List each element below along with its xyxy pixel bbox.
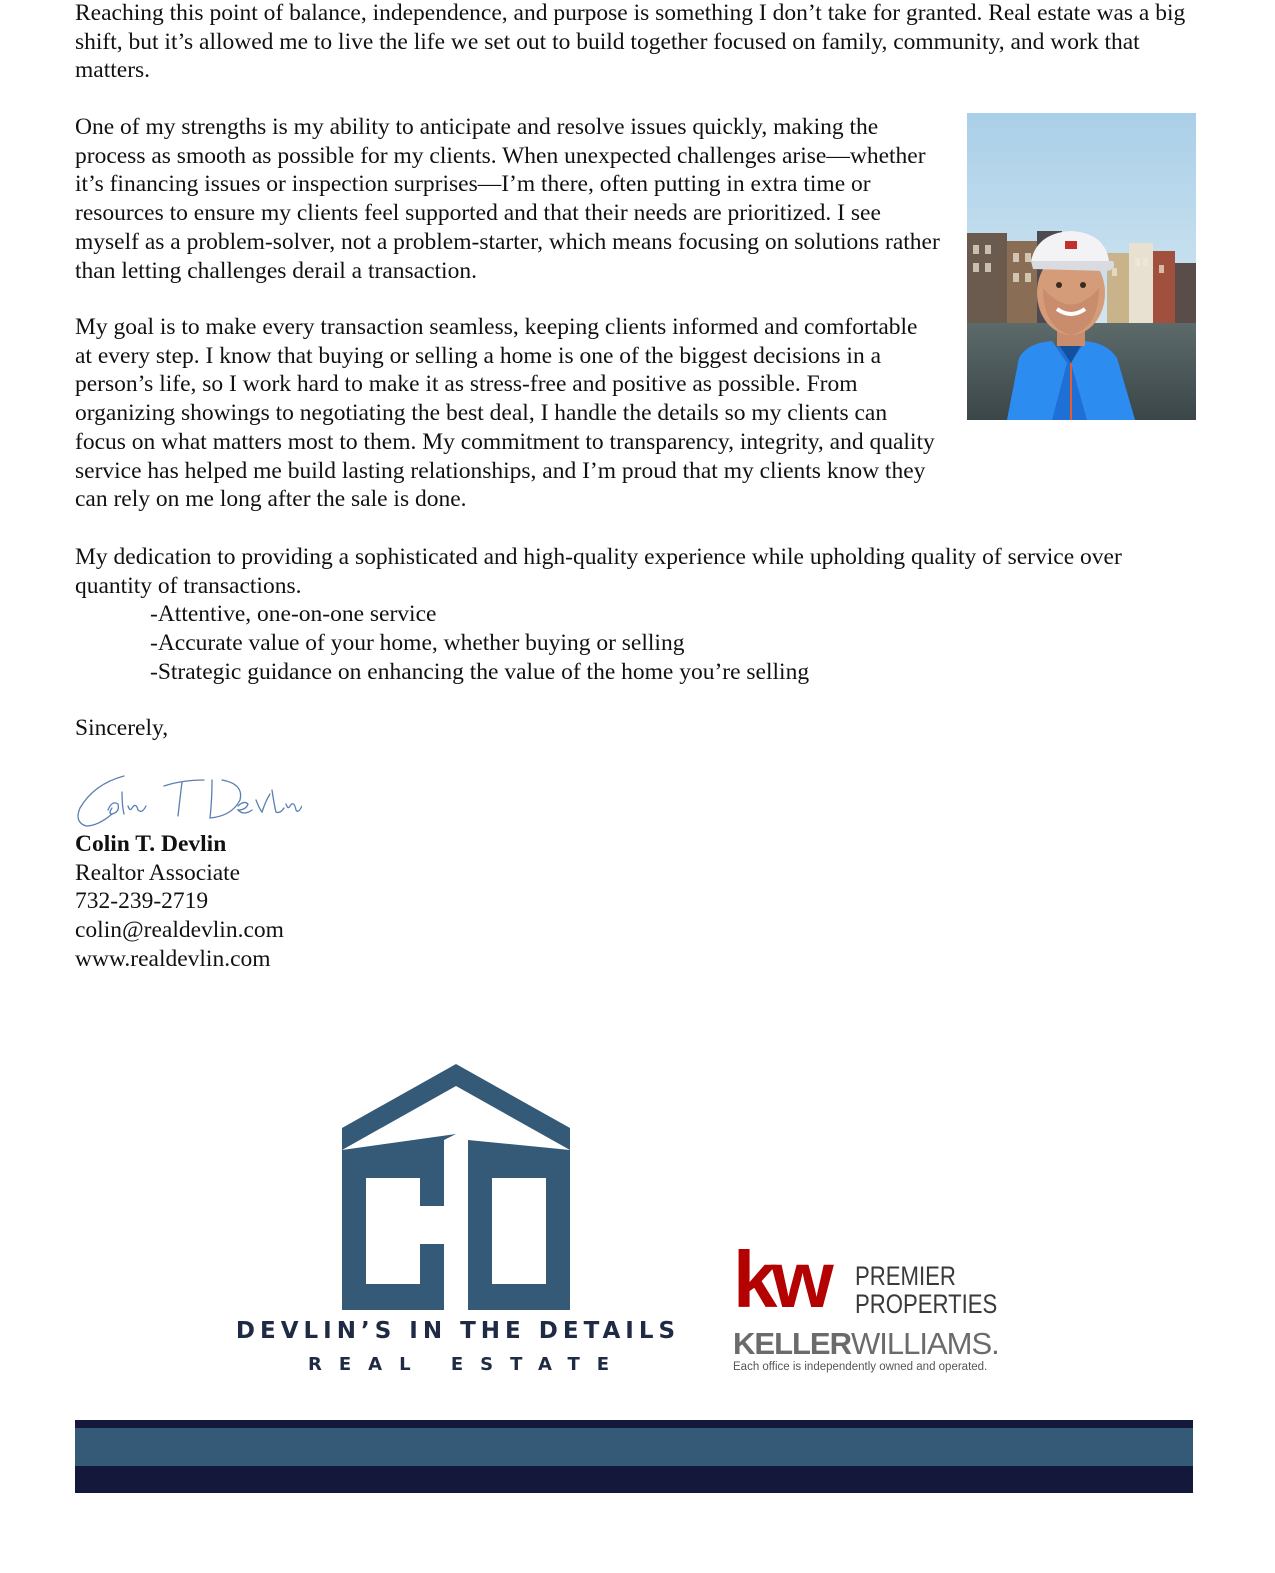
paragraph-text: Reaching this point of balance, independence, and purpose is something I don’t take for granted. Real estate was a big shift, but it’s allowed me to live the life we set out to build together focused on family, community, and work that matters.: [75, 0, 1186, 84]
handwritten-signature: [72, 770, 302, 832]
closing: Sincerely,: [75, 715, 169, 741]
house-cd-logo-icon: [228, 1060, 688, 1310]
paragraph-4: [75, 543, 1190, 687]
kw-premier: PREMIER: [855, 1261, 956, 1291]
agent-name: Colin T. Devlin: [75, 831, 227, 857]
kw-properties: PROPERTIES: [855, 1289, 998, 1319]
agent-email: colin@realdevlin.com: [75, 917, 284, 944]
devlins-logo-line2: REAL ESTATE: [308, 1354, 627, 1375]
keller-williams-logo: [733, 1235, 1003, 1380]
kw-mark: kw: [733, 1235, 828, 1324]
paragraph-1: [75, 0, 1190, 114]
kw-williams: WILLIAMS.: [851, 1326, 999, 1361]
footer-bottom-stripe: [75, 1466, 1193, 1493]
list-item: -Accurate value of your home, whether buying or selling: [150, 630, 685, 657]
kw-office-name: [855, 1262, 997, 1318]
list-item: -Strategic guidance on enhancing the value of the home you’re selling: [150, 658, 810, 685]
service-list: [75, 600, 1190, 686]
footer-mid-stripe: [75, 1428, 1193, 1466]
signature-block: [75, 830, 284, 974]
list-item: -Attentive, one-on-one service: [150, 601, 437, 628]
kw-keller: KELLER: [733, 1326, 851, 1361]
paragraph-text: One of my strengths is my ability to anticipate and resolve issues quickly, making the process as smooth as possible for my clients. When unexpected challenges arise—whether it’s financing issues or inspection surprises—I’m there, often putting in extra time or resources to ensure my clients feel supported and that their needs are prioritized. I see myself as a problem-solver, not a problem-starter, which means focusing on solutions rather than letting challenges derail a transaction.: [75, 114, 940, 284]
paragraph-text: My goal is to make every transaction seamless, keeping clients informed and comfortable at every step. I know that buying or selling a home is one of the biggest decisions in a person’s life, so I work hard to make it as stress-free and positive as possible. From organizing showings to negotiating the best deal, I handle the details so my clients can focus on what matters most to them. My commitment to transparency, integrity, and quality service has helped me build lasting relationships, and I’m proud that my clients know they can rely on me long after the sale is done.: [75, 314, 935, 513]
agent-title: Realtor Associate: [75, 859, 241, 886]
kw-brand-name: [733, 1326, 999, 1362]
footer-top-stripe: [75, 1420, 1193, 1428]
footer-bar: [75, 1420, 1193, 1493]
kw-disclaimer: Each office is independently owned and operated.: [733, 1361, 988, 1373]
devlins-logo: [228, 1060, 688, 1380]
agent-phone: 732-239-2719: [75, 888, 209, 915]
agent-website: www.realdevlin.com: [75, 945, 271, 972]
devlins-logo-line1: DEVLIN’S IN THE DETAILS: [235, 1318, 681, 1344]
agent-photo: [967, 113, 1196, 420]
paragraph-2: [75, 113, 945, 314]
paragraph-text: My dedication to providing a sophisticated and high-quality experience while upholding quality of service over quantity of transactions.: [75, 544, 1122, 599]
